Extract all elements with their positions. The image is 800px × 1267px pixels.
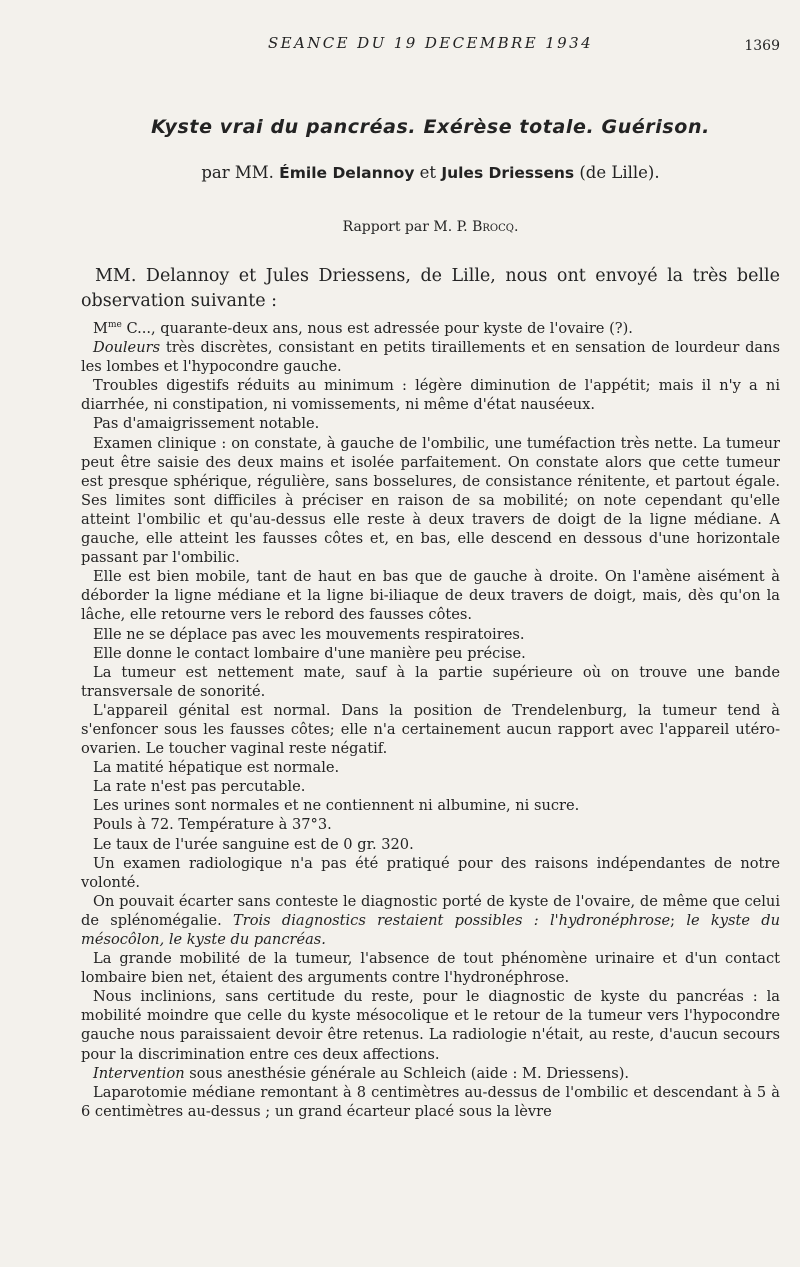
paragraph-text: On pouvait écarter sans conteste le diagnostic porté de kyste de l'ovaire, de même que celui de splénomégalie. [81, 892, 780, 929]
body-text [81, 319, 780, 1121]
body-paragraph [81, 1064, 780, 1083]
byline [81, 163, 780, 182]
body-paragraph [81, 701, 780, 758]
paragraph-text: L'appareil génital est normal. Dans la position de Trendelenburg, la tumeur tend à s'enfoncer sous les fausses côtes; elle n'a certainement aucun rapport avec l'appareil utéro-ovarien. Le toucher vaginal reste négatif. [81, 701, 780, 758]
paragraph-text: C..., quarante-deux ans, nous est adressée pour kyste de l'ovaire (?). [121, 320, 633, 337]
affiliation: (de Lille). [574, 163, 660, 182]
byline-prefix: par MM. [201, 163, 280, 182]
body-paragraph [81, 663, 780, 701]
body-paragraph [81, 414, 780, 433]
body-paragraph [81, 949, 780, 987]
paragraph-text: Nous inclinions, sans certitude du reste, pour le diagnostic de kyste du pancréas : la mobilité moindre que celle du kyste mésocolique et le retour de la tumeur vers l'hypocondre gauche nous paraissaient devoir être retenus. La radiologie n'était, au reste, d'aucun secours pour la discrimination entre ces deux affections. [81, 988, 780, 1063]
paragraph-text: Pouls à 72. Température à 37°3. [93, 816, 332, 834]
paragraph-text: Pas d'amaigrissement notable. [93, 415, 320, 433]
paragraph-text: M [93, 320, 108, 337]
paragraph-text: Troubles digestifs réduits au minimum : légère diminution de l'appétit; mais il n'y a ni diarrhée, ni constipation, ni vomissements, ni même d'état nauséeux. [81, 377, 780, 414]
body-paragraph [81, 835, 780, 854]
body-paragraph [81, 892, 780, 949]
body-paragraph [81, 338, 780, 376]
report-line [81, 219, 780, 235]
page-number: 1369 [744, 38, 780, 54]
running-head [81, 34, 780, 58]
byline-and: et [414, 163, 442, 182]
body-paragraph [81, 854, 780, 892]
paragraph-text: très discrètes, consistant en petits tiraillements et en sensation de lourdeur dans les lombes et l'hypocondre gauche. [81, 339, 780, 376]
running-title: SEANCE DU 19 DECEMBRE 1934 [267, 34, 594, 52]
paragraph-text: Les urines sont normales et ne contiennent ni albumine, ni sucre. [93, 797, 580, 815]
body-paragraph [81, 319, 780, 338]
body-paragraph [81, 815, 780, 834]
report-prefix: Rapport par M. P. [342, 219, 473, 235]
paragraph-text: sous anesthésie générale au Schleich (aide : M. Driessens). [184, 1064, 630, 1082]
body-paragraph [81, 758, 780, 777]
paragraph-text: Elle est bien mobile, tant de haut en bas que de gauche à droite. On l'amène aisément à déborder la ligne médiane et la ligne bi-iliaque de deux travers de doigt, mais, dès qu'on la lâche, elle retourne vers le rebord des fausses côtes. [81, 568, 780, 624]
paragraph-text: Le taux de l'urée sanguine est de 0 gr. 320. [93, 835, 414, 853]
author-driessens: Jules Driessens [441, 164, 575, 182]
paragraph-text: ; [670, 911, 687, 929]
paragraph-text: La grande mobilité de la tumeur, l'absence de tout phénomène urinaire et d'un contact lombaire bien net, étaient des arguments contre l'hydronéphrose. [81, 950, 780, 987]
body-paragraph [81, 625, 780, 644]
paragraph-text: La tumeur est nettement mate, sauf à la partie supérieure où on trouve une bande transversale de sonorité. [81, 663, 780, 700]
paragraph-text: Examen clinique : on constate, à gauche de l'ombilic, une tuméfaction très nette. La tumeur peut être saisie des deux mains et isolée parfaitement. On constate alors que cette tumeur est presque sphérique, régulière, sans bosselures, de consistance rénitente, et partout égale. Ses limites sont difficiles à préciser en raison de sa mobilité; on note cependant qu'elle atteint l'ombilic et qu'au-dessus elle reste à deux travers de doigt de la ligne médiane. A gauche, elle atteint les fausses côtes et, en bas, elle descend en dessous d'une horizontale passant par l'ombilic. [81, 434, 780, 567]
italic-text: Douleurs [93, 339, 161, 357]
body-paragraph [81, 376, 780, 414]
body-paragraph [81, 434, 780, 568]
paragraph-text: Elle ne se déplace pas avec les mouvements respiratoires. [93, 625, 525, 643]
body-paragraph [81, 567, 780, 624]
body-paragraph [81, 644, 780, 663]
body-paragraph [81, 796, 780, 815]
italic-text: le kyste du mésocôlon, le kyste du pancréas. [81, 911, 780, 948]
italic-text: Trois diagnostics restaient possibles : l'hydronéphrose [232, 911, 671, 929]
intro-text: MM. Delannoy et Jules Driessens, de Lille, nous ont envoyé la très belle observation suivante : [81, 266, 780, 311]
paragraph-text: La matité hépatique est normale. [93, 759, 340, 777]
italic-text: Intervention [93, 1064, 185, 1082]
article-title: Kyste vrai du pancréas. Exérèse totale. Guérison. [151, 116, 710, 138]
reporter-name: Brocq. [472, 219, 519, 235]
paragraph-text: Laparotomie médiane remontant à 8 centimètres au-dessus de l'ombilic et descendant à 5 à 6 centimètres au-dessus ; un grand écarteur placé sous la lèvre [81, 1083, 780, 1120]
paragraph-text: Un examen radiologique n'a pas été pratiqué pour des raisons indépendantes de notre volonté. [81, 854, 780, 891]
author-delannoy: Émile Delannoy [279, 164, 415, 182]
body-paragraph [81, 987, 780, 1063]
superscript-text: me [107, 320, 122, 331]
body-paragraph [81, 1083, 780, 1121]
body-paragraph [81, 777, 780, 796]
paragraph-text: Elle donne le contact lombaire d'une manière peu précise. [93, 644, 526, 662]
paragraph-text: La rate n'est pas percutable. [93, 778, 306, 796]
intro-paragraph [81, 264, 780, 314]
